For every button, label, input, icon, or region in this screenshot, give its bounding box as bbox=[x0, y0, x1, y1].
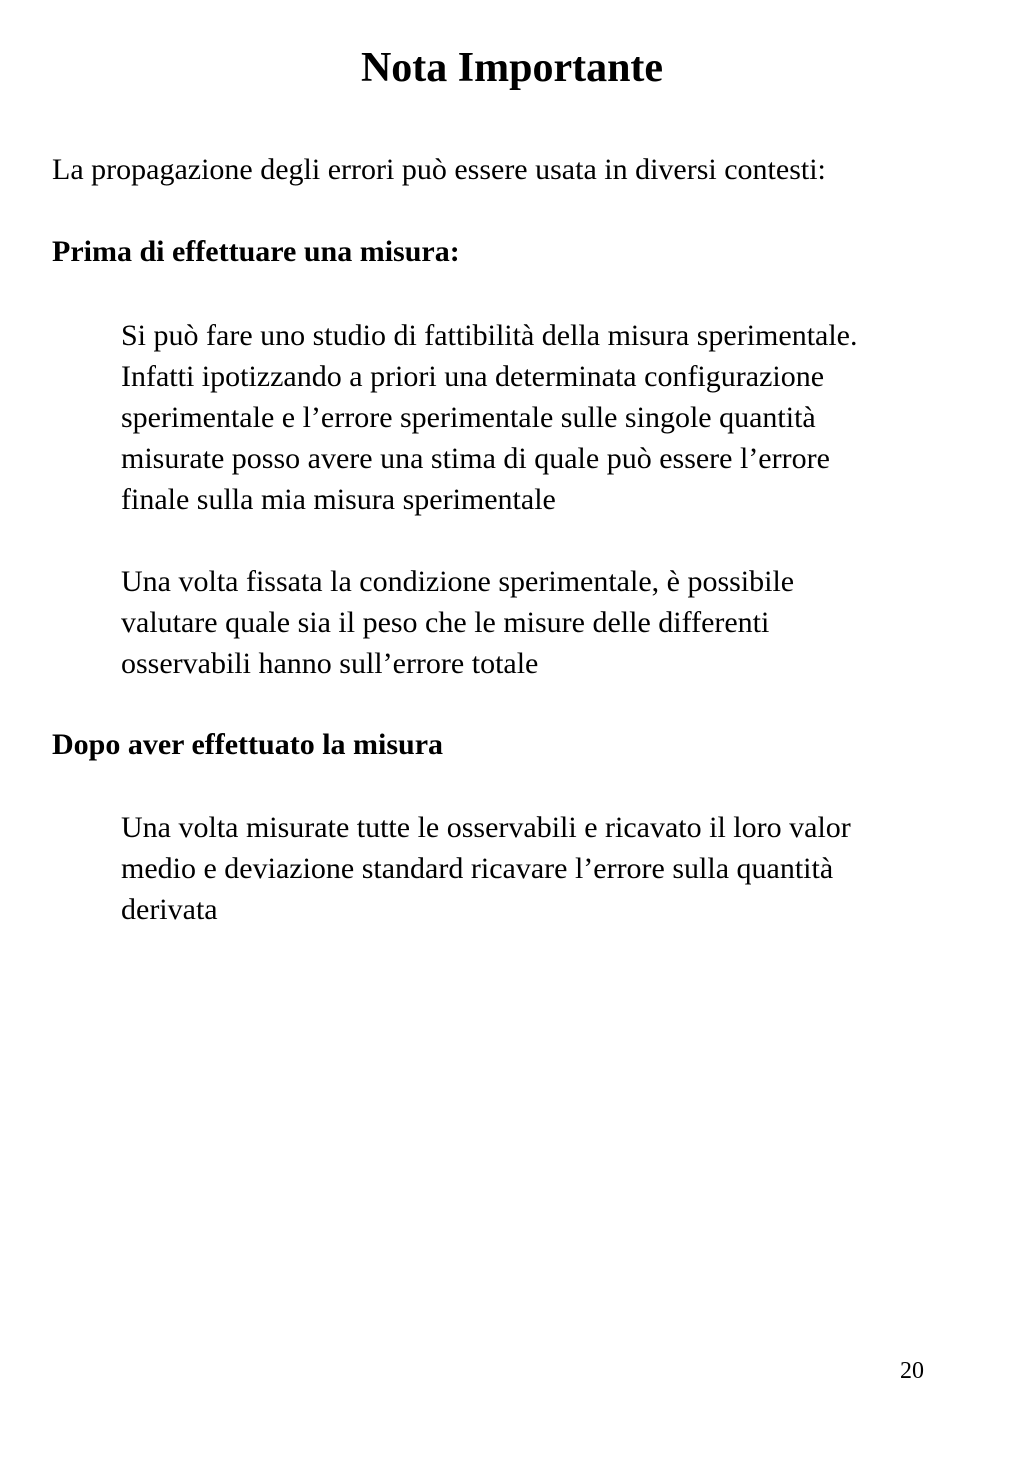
page-title: Nota Importante bbox=[360, 45, 664, 91]
page-number: 20 bbox=[900, 1358, 924, 1384]
paragraph-line: Si può fare uno studio di fattibilità della misura sperimentale. bbox=[121, 319, 858, 352]
paragraph-feasibility-study bbox=[121, 315, 858, 520]
paragraph-line: misurate posso avere una stima di quale può essere l’errore bbox=[121, 442, 830, 475]
paragraph-line: finale sulla mia misura sperimentale bbox=[121, 483, 556, 516]
section-heading-after-measurement: Dopo aver effettuato la misura bbox=[52, 728, 444, 761]
paragraph-line: Una volta misurate tutte le osservabili e ricavato il loro valor bbox=[121, 811, 851, 844]
paragraph-line: osservabili hanno sull’errore totale bbox=[121, 647, 539, 680]
paragraph-line: medio e deviazione standard ricavare l’errore sulla quantità bbox=[121, 852, 834, 885]
section-heading-before-measurement: Prima di effettuare una misura: bbox=[52, 235, 460, 268]
paragraph-line: sperimentale e l’errore sperimentale sulle singole quantità bbox=[121, 401, 816, 434]
paragraph-line: derivata bbox=[121, 893, 218, 926]
paragraph-line: Una volta fissata la condizione sperimentale, è possibile bbox=[121, 565, 795, 598]
paragraph-line: valutare quale sia il peso che le misure delle differenti bbox=[121, 606, 770, 639]
paragraph-line: Infatti ipotizzando a priori una determinata configurazione bbox=[121, 360, 825, 393]
intro-text: La propagazione degli errori può essere usata in diversi contesti: bbox=[52, 153, 826, 186]
paragraph-error-weight bbox=[121, 561, 794, 684]
paragraph-derived-error bbox=[121, 807, 851, 930]
